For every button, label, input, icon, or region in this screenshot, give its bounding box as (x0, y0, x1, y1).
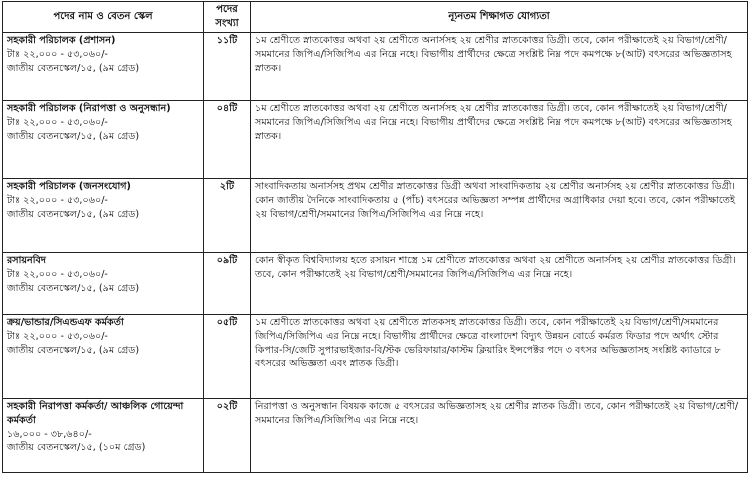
post-title: সহকারী নিরাপত্তা কর্মকর্তা/ আঞ্চলিক গোয়েন্দা কর্মকর্তা (7, 401, 184, 426)
post-title: রসায়নবিদ (7, 255, 46, 267)
post-count: ০২টি (204, 399, 251, 473)
post-count: ০৯টি (204, 253, 251, 315)
post-title: সহকারী পরিচালক (প্রশাসন) (7, 35, 116, 47)
pay-scale: ১৬,০০০ - ৩৮,৬৪০/- (7, 428, 92, 440)
post-title: ক্রয়/ভান্ডার/সিএন্ডএফ কর্মকর্তা (7, 317, 124, 329)
table-row (3, 101, 748, 179)
post-count: ০৫টি (204, 315, 251, 399)
qualification-text: ১ম শ্রেণীতে স্নাতকোত্তর অথবা ২য় শ্রেণীতে স্নাতকসহ স্নাতকোত্তর ডিগ্রী। তবে, কোন পরীক্ষাতেই ২য় বিভাগ/শ্রেণী/সমমানের জিপিএ/সিজিপিএ এর নিম্নে নহে। বিভাগীয় প্রার্থীদের ক্ষেত্রে বাংলাদেশ বিদ্যুৎ উন্নয়ন বোর্ডে কর্মরত ফিডার পদে অর্থাৎ স্টোর কিপার-সি/জেটি সুপারভাইজার-বি/স্টক ভেরিফায়ার/কাস্টম ক্লিয়ারিং ইন্সপেক্টর পদে ৩ বৎসর অভিজ্ঞতাসহ সংশ্লিষ্ট ক্যাডারে ৮ বৎসরের অভিজ্ঞতা এবং স্নাতক ডিগ্রী। (251, 315, 748, 399)
post-cell (3, 399, 204, 473)
post-count: ২টি (204, 179, 251, 253)
post-title: সহকারী পরিচালক (জনসংযোগ) (7, 181, 131, 193)
qualification-text: ১ম শ্রেণীতে স্নাতকোত্তর অথবা ২য় শ্রেণীতে অনার্সসহ ২য় শ্রেণীর স্নাতকোত্তর ডিগ্রী। তবে, কোন পরীক্ষাতেই ২য় বিভাগ/শ্রেণী/সমমানের জিপিএ/সিজিপিএ এর নিম্নে নহে। বিভাগীয় প্রার্থীদের ক্ষেত্রে সংশ্লিষ্ট নিম্ন পদে কমপক্ষে ৮(আট) বৎসরের অভিজ্ঞতাসহ স্নাতক। (251, 101, 748, 179)
pay-scale: টাঃ ২২,০০০ - ৫৩,০৬০/- (7, 330, 108, 342)
post-cell (3, 315, 204, 399)
pay-grade: জাতীয় বেতনস্কেল/১৫, (৯ম গ্রেড) (7, 208, 140, 220)
pay-scale: টাঃ ২২,০০০ - ৫৩,০৬০/- (7, 268, 108, 280)
post-title: সহকারী পরিচালক (নিরাপত্তা ও অনুসন্ধান) (7, 103, 171, 115)
table-row (3, 399, 748, 473)
qualification-text: নিরাপত্তা ও অনুসন্ধান বিষয়ক কাজে ৫ বৎসরের অভিজ্ঞতাসহ ২য় শ্রেণীর স্নাতক ডিগ্রী। তবে, কোন পরীক্ষাতেই ২য় বিভাগ/শ্রেণী/সমমানের জিপিএ/সিজিপিএ এর নিম্নে নহে। (251, 399, 748, 473)
post-count: ০৪টি (204, 101, 251, 179)
post-cell (3, 101, 204, 179)
table-header-row (3, 2, 748, 33)
pay-scale: টাঃ ২২,০০০ - ৫৩,০৬০/- (7, 194, 108, 206)
qualification-text: ১ম শ্রেণীতে স্নাতকোত্তর অথবা ২য় শ্রেণীতে অনার্সসহ ২য় শ্রেণীর স্নাতকোত্তর ডিগ্রী। তবে, কোন পরীক্ষাতেই ২য় বিভাগ/শ্রেণী/সমমানের জিপিএ/সিজিপিএ এর নিম্নে নহে। বিভাগীয় প্রার্থীদের ক্ষেত্রে সংশ্লিষ্ট নিম্ন পদে কমপক্ষে ৮(আট) বৎসরের অভিজ্ঞতাসহ স্নাতক। (251, 33, 748, 101)
table-row (3, 179, 748, 253)
pay-grade: জাতীয় বেতনস্কেল/১৫, (৯ম গ্রেড) (7, 282, 140, 294)
header-post-name: পদের নাম ও বেতন স্কেল (3, 2, 204, 33)
header-post-count: পদের সংখ্যা (204, 2, 251, 33)
post-count: ১১টি (204, 33, 251, 101)
pay-grade: জাতীয় বেতনস্কেল/১৫, (৯ম গ্রেড) (7, 62, 140, 74)
post-cell (3, 253, 204, 315)
table-row (3, 33, 748, 101)
qualification-text: কোন স্বীকৃত বিশ্ববিদ্যালয় হতে রসায়ন শাস্ত্রে ১ম শ্রেণীতে স্নাতকোত্তর অথবা ২য় শ্রেণীতে অনার্সসহ ২য় শ্রেণীর স্নাতকোত্তর ডিগ্রী। তবে, কোন পরীক্ষাতেই ২য় বিভাগ/শ্রেণী/সমমানের জিপিএ/সিজিপিএ এর নিম্নে নহে। (251, 253, 748, 315)
pay-grade: জাতীয় বেতনস্কেল/১৫, (৯ম গ্রেড) (7, 344, 140, 356)
pay-scale: টাঃ ২২,০০০ - ৫৩,০৬০/- (7, 48, 108, 60)
qualification-text: সাংবাদিকতায় অনার্সসহ প্রথম শ্রেণীর স্নাতকোত্তর ডিগ্রী অথবা সাংবাদিকতায় ২য় শ্রেণীর অনার্সসহ ২য় শ্রেণীর স্নাতকোত্তর ডিগ্রী। কোন জাতীয় দৈনিকে সাংবাদিকতায় ৫ (পাঁচ) বৎসরের অভিজ্ঞতা সম্পন্ন প্রার্থীদের অগ্রাধিকার দেয়া হবে। তবে, কোন পরীক্ষাতেই ২য় বিভাগ/শ্রেণী/সমমানের জিপিএ/সিজিপিএ এর নিম্নে নহে। (251, 179, 748, 253)
pay-scale: টাঃ ২২,০০০ - ৫৩,০৬০/- (7, 116, 108, 128)
recruitment-table (2, 1, 748, 473)
table-row (3, 253, 748, 315)
pay-grade: জাতীয় বেতনস্কেল/১৫, (১০ম গ্রেড) (7, 442, 146, 454)
post-cell (3, 179, 204, 253)
post-cell (3, 33, 204, 101)
table-row (3, 315, 748, 399)
pay-grade: জাতীয় বেতনস্কেল/১৫, (৯ম গ্রেড) (7, 130, 140, 142)
header-qualification: ন্যূনতম শিক্ষাগত যোগ্যতা (251, 2, 748, 33)
